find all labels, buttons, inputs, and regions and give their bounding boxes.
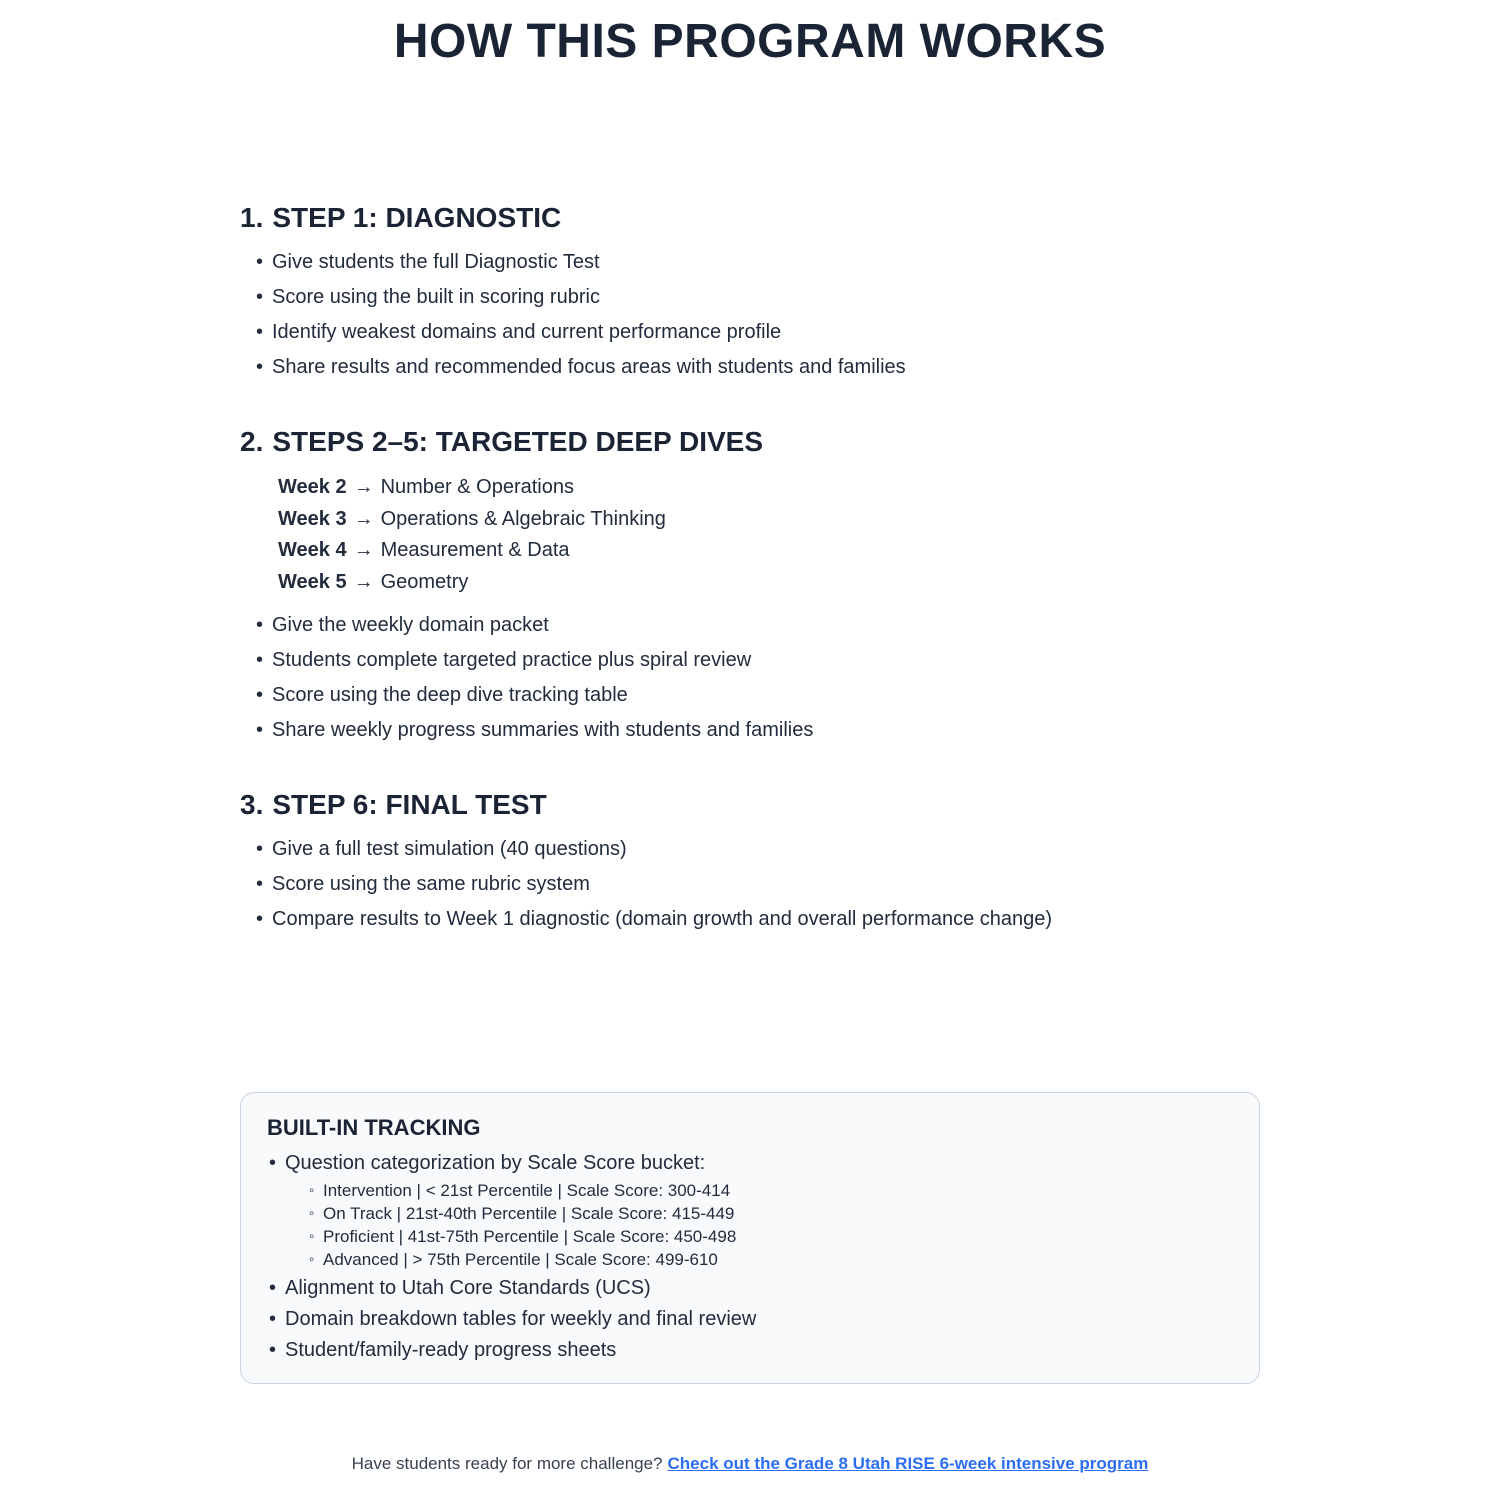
section-number: 3. [240,789,264,821]
week-topic: Measurement & Data [380,539,570,562]
section-heading [240,788,1260,822]
bullet-item: • Give students the full Diagnostic Test [240,245,1260,280]
tracking-box [240,1092,1260,1384]
footer [0,1454,1500,1474]
section-number: 2. [240,425,264,457]
tracking-bullet: • Student/family-ready progress sheets [267,1336,1233,1365]
week-topic: Number & Operations [380,476,574,499]
section-step-1 [240,201,1260,385]
week-topic: Geometry [380,570,469,593]
tracking-bullet-text: Question categorization by Scale Score bucket: [285,1151,706,1174]
bullet-item: • Identify weakest domains and current performance profile [240,315,1260,350]
section-step-6 [240,788,1260,937]
bullet-item: • Share weekly progress summaries with students and families [240,713,1260,748]
section-heading-text: STEP 6: FINAL TEST [272,789,547,821]
section-heading [240,425,1260,459]
bullet-item: • Give the weekly domain packet [240,608,1260,643]
week-topic: Operations & Algebraic Thinking [380,507,666,530]
scale-score-bucket-list [285,1179,1233,1271]
bullet-list [240,832,1260,937]
arrow-right-icon: → [353,507,374,530]
section-heading-text: STEP 1: DIAGNOSTIC [272,202,562,234]
bullet-item: • Score using the same rubric system [240,867,1260,902]
tracking-bullet: • Domain breakdown tables for weekly and final review [267,1305,1233,1334]
week-schedule [278,472,1260,598]
tracking-bullet: • Alignment to Utah Core Standards (UCS) [267,1274,1233,1303]
week-row [278,504,1260,536]
section-number: 1. [240,202,264,234]
bullet-item: • Score using the built in scoring rubric [240,280,1260,315]
bullet-item: • Compare results to Week 1 diagnostic (domain growth and overall performance change) [240,902,1260,937]
week-row [278,472,1260,504]
footer-link[interactable]: Check out the Grade 8 Utah RISE 6-week intensive program [667,1453,1149,1473]
scale-score-bucket-item: ◦ Proficient | 41st-75th Percentile | Scale Score: 450-498 [307,1225,1233,1248]
tracking-bullet-list [267,1149,1233,1365]
bullet-list [240,608,1260,748]
arrow-right-icon: → [353,539,374,562]
week-label: Week 2 [278,476,347,499]
week-label: Week 4 [278,539,347,562]
bullet-item: • Give a full test simulation (40 questions) [240,832,1260,867]
bullet-item: • Students complete targeted practice plus spiral review [240,643,1260,678]
scale-score-bucket-item: ◦ Advanced | > 75th Percentile | Scale Score: 499-610 [307,1248,1233,1271]
week-row [278,535,1260,567]
week-row [278,567,1260,599]
content [240,201,1260,937]
tracking-box-heading: BUILT-IN TRACKING [267,1114,481,1140]
tracking-bullet [267,1149,1233,1271]
section-heading [240,201,1260,235]
section-steps-2-5 [240,425,1260,749]
arrow-right-icon: → [353,570,374,593]
bullet-list [240,245,1260,385]
section-heading-text: STEPS 2–5: TARGETED DEEP DIVES [272,425,764,457]
footer-text: Have students ready for more challenge? [351,1453,663,1473]
bullet-item: • Share results and recommended focus areas with students and families [240,350,1260,385]
scale-score-bucket-item: ◦ On Track | 21st-40th Percentile | Scale Score: 415-449 [307,1202,1233,1225]
bullet-item: • Score using the deep dive tracking table [240,678,1260,713]
arrow-right-icon: → [353,476,374,499]
scale-score-bucket-item: ◦ Intervention | < 21st Percentile | Scale Score: 300-414 [307,1179,1233,1202]
page-title: HOW THIS PROGRAM WORKS [393,15,1107,68]
week-label: Week 3 [278,507,347,530]
week-label: Week 5 [278,570,347,593]
